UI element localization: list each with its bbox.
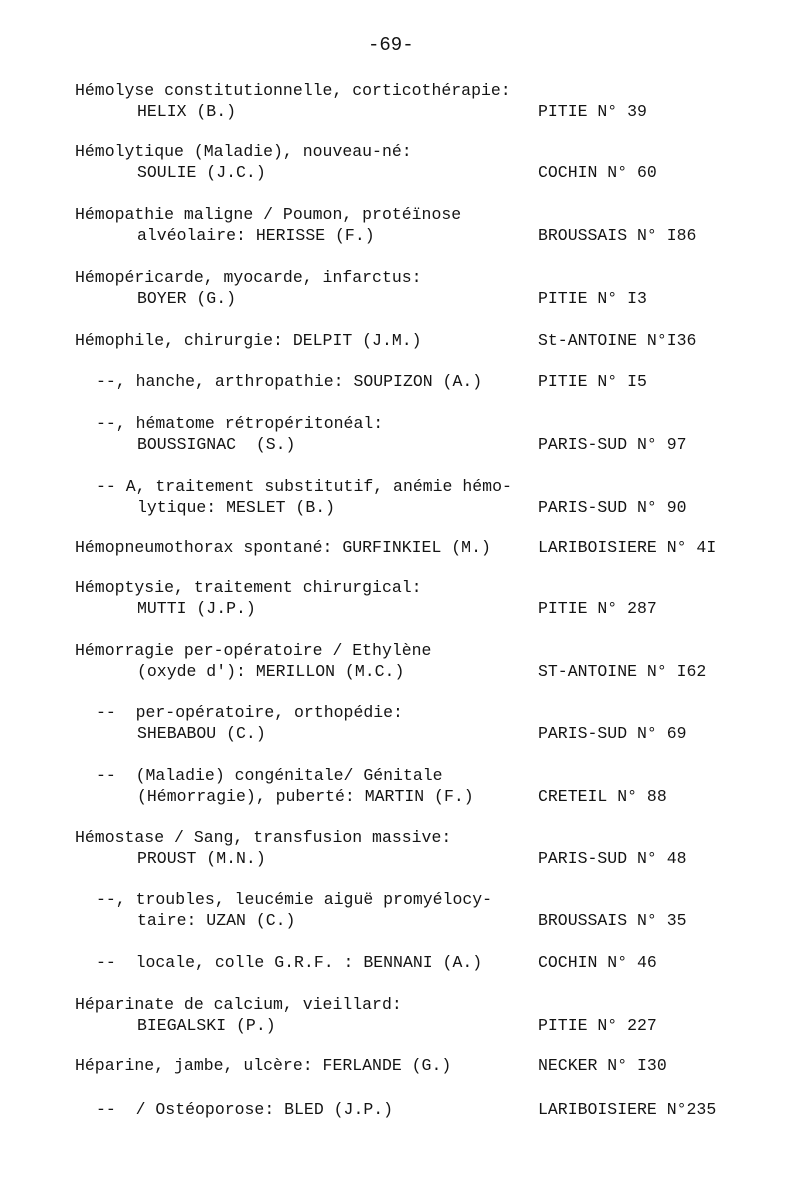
entry-text: HELIX (B.) xyxy=(137,102,237,121)
entry-line xyxy=(0,413,800,434)
entry-line xyxy=(0,994,800,1015)
index-entry xyxy=(0,267,800,309)
entry-reference: PARIS-SUD N° 97 xyxy=(538,435,687,454)
entry-text: Hémophile, chirurgie: DELPIT (J.M.) xyxy=(75,331,422,350)
entry-text: BOUSSIGNAC (S.) xyxy=(137,435,296,454)
entry-reference: CRETEIL N° 88 xyxy=(538,787,667,806)
index-entry xyxy=(0,640,800,682)
entry-text: Hémoptysie, traitement chirurgical: xyxy=(75,578,422,597)
entry-reference: PARIS-SUD N° 69 xyxy=(538,724,687,743)
entry-text: -- A, traitement substitutif, anémie hémo- xyxy=(96,477,512,496)
entry-line xyxy=(0,267,800,288)
entry-line xyxy=(0,497,800,518)
entry-reference: PITIE N° I5 xyxy=(538,372,647,391)
entry-line xyxy=(0,537,800,558)
entry-reference: ST-ANTOINE N° I62 xyxy=(538,662,707,681)
index-entry xyxy=(0,952,800,973)
entry-line xyxy=(0,910,800,931)
entry-line xyxy=(0,80,800,101)
entry-text: -- per-opératoire, orthopédie: xyxy=(96,703,403,722)
entry-text: (oxyde d'): MERILLON (M.C.) xyxy=(137,662,405,681)
entry-text: Hémopathie maligne / Poumon, protéïnose xyxy=(75,205,462,224)
entry-reference: PITIE N° 227 xyxy=(538,1016,657,1035)
entry-reference: COCHIN N° 60 xyxy=(538,163,657,182)
index-entry xyxy=(0,204,800,246)
entry-text: Hémopneumothorax spontané: GURFINKIEL (M.) xyxy=(75,538,491,557)
entry-text: MUTTI (J.P.) xyxy=(137,599,256,618)
entry-reference: PARIS-SUD N° 48 xyxy=(538,849,687,868)
entry-line xyxy=(0,827,800,848)
entry-text: BOYER (G.) xyxy=(137,289,237,308)
index-entry xyxy=(0,141,800,183)
entry-line xyxy=(0,640,800,661)
entry-text: --, hanche, arthropathie: SOUPIZON (A.) xyxy=(96,372,483,391)
entry-line xyxy=(0,225,800,246)
entry-reference: BROUSSAIS N° 35 xyxy=(538,911,687,930)
entry-text: -- (Maladie) congénitale/ Génitale xyxy=(96,766,443,785)
entry-reference: PITIE N° 39 xyxy=(538,102,647,121)
entry-line xyxy=(0,661,800,682)
entry-line xyxy=(0,330,800,351)
index-entry xyxy=(0,537,800,558)
entry-text: (Hémorragie), puberté: MARTIN (F.) xyxy=(137,787,474,806)
entry-text: Hémostase / Sang, transfusion massive: xyxy=(75,828,452,847)
entry-line xyxy=(0,476,800,497)
entry-text: SOULIE (J.C.) xyxy=(137,163,266,182)
index-entry xyxy=(0,330,800,351)
entry-line xyxy=(0,765,800,786)
index-entry xyxy=(0,577,800,619)
entry-text: Hémolyse constitutionnelle, corticothérapie: xyxy=(75,81,511,100)
entry-line xyxy=(0,702,800,723)
entry-line xyxy=(0,162,800,183)
index-entry xyxy=(0,889,800,931)
entry-line xyxy=(0,1015,800,1036)
index-entry xyxy=(0,476,800,518)
entry-reference: LARIBOISIERE N° 4I xyxy=(538,538,717,557)
index-entry xyxy=(0,994,800,1036)
entry-line xyxy=(0,434,800,455)
index-entry xyxy=(0,765,800,807)
entry-line xyxy=(0,141,800,162)
entry-reference: PARIS-SUD N° 90 xyxy=(538,498,687,517)
entry-reference: COCHIN N° 46 xyxy=(538,953,657,972)
entry-line xyxy=(0,848,800,869)
index-entry xyxy=(0,413,800,455)
index-entry xyxy=(0,80,800,122)
entry-line xyxy=(0,1055,800,1076)
entry-line xyxy=(0,577,800,598)
entry-line xyxy=(0,889,800,910)
entry-text: PROUST (M.N.) xyxy=(137,849,266,868)
entry-line xyxy=(0,204,800,225)
entry-line xyxy=(0,101,800,122)
entry-reference: St-ANTOINE N°I36 xyxy=(538,331,697,350)
page-number: -69- xyxy=(368,34,414,56)
entry-line xyxy=(0,952,800,973)
index-entry xyxy=(0,827,800,869)
entry-text: --, troubles, leucémie aiguë promyélocy- xyxy=(96,890,493,909)
entry-text: Hémolytique (Maladie), nouveau-né: xyxy=(75,142,412,161)
entry-text: -- locale, colle G.R.F. : BENNANI (A.) xyxy=(96,953,483,972)
entry-text: Hémorragie per-opératoire / Ethylène xyxy=(75,641,432,660)
entry-line xyxy=(0,723,800,744)
entry-reference: BROUSSAIS N° I86 xyxy=(538,226,697,245)
entry-reference: LARIBOISIERE N°235 xyxy=(538,1100,717,1119)
index-entry xyxy=(0,702,800,744)
entry-reference: NECKER N° I30 xyxy=(538,1056,667,1075)
entry-text: Héparine, jambe, ulcère: FERLANDE (G.) xyxy=(75,1056,452,1075)
entry-text: alvéolaire: HERISSE (F.) xyxy=(137,226,375,245)
index-entry xyxy=(0,1055,800,1076)
entry-text: SHEBABOU (C.) xyxy=(137,724,266,743)
entry-line xyxy=(0,786,800,807)
index-entry xyxy=(0,1099,800,1120)
entry-text: lytique: MESLET (B.) xyxy=(137,498,336,517)
entry-reference: PITIE N° I3 xyxy=(538,289,647,308)
entry-line xyxy=(0,371,800,392)
entry-text: taire: UZAN (C.) xyxy=(137,911,296,930)
index-entry xyxy=(0,371,800,392)
entry-line xyxy=(0,598,800,619)
entry-line xyxy=(0,1099,800,1120)
entry-text: --, hématome rétropéritonéal: xyxy=(96,414,384,433)
entry-text: Héparinate de calcium, vieillard: xyxy=(75,995,402,1014)
entry-line xyxy=(0,288,800,309)
entry-reference: PITIE N° 287 xyxy=(538,599,657,618)
entry-text: BIEGALSKI (P.) xyxy=(137,1016,276,1035)
entry-text: -- / Ostéoporose: BLED (J.P.) xyxy=(96,1100,394,1119)
entry-text: Hémopéricarde, myocarde, infarctus: xyxy=(75,268,422,287)
